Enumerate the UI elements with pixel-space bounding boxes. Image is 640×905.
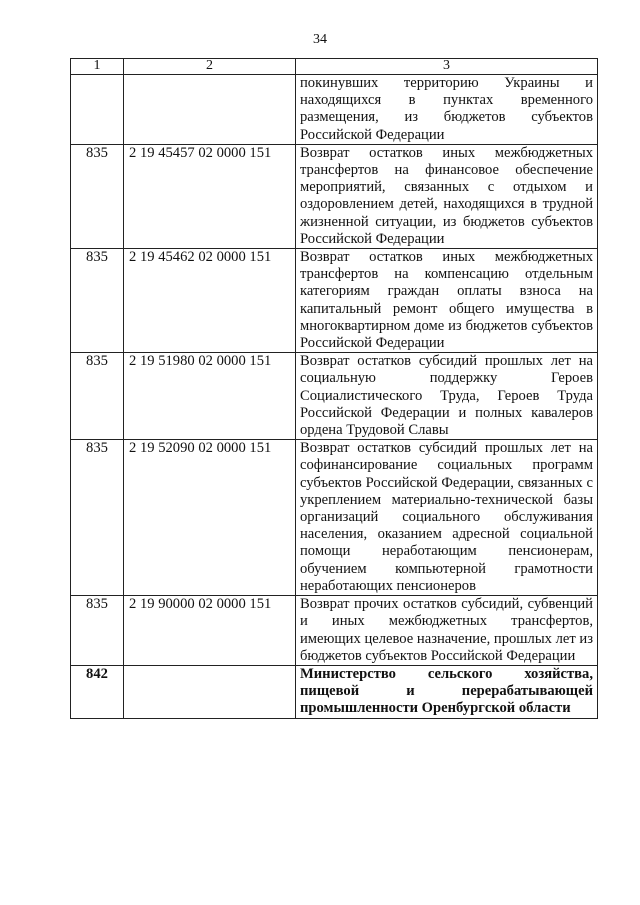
income-description-cell: Возврат остатков субсидий прошлых лет на социальную поддержку Героев Социалистического Труда, Героев Труда Российской Федерации и полных кавалеров ордена Трудовой Славы: [296, 353, 598, 440]
admin-code-cell: 842: [71, 665, 124, 718]
budget-classification-code-cell: 2 19 45462 02 0000 151: [124, 249, 296, 353]
table-header-row: [71, 59, 598, 75]
budget-classification-code-cell: 2 19 51980 02 0000 151: [124, 353, 296, 440]
income-description-cell: Возврат остатков иных межбюджетных трансфертов на финансовое обеспечение мероприятий, связанных с отдыхом и оздоровлением детей, находящихся в трудной жизненной ситуации, из бюджетов субъектов Российской Федерации: [296, 144, 598, 248]
header-col-1: 1: [71, 59, 124, 75]
income-description-cell: Возврат прочих остатков субсидий, субвенций и иных межбюджетных трансфертов, имеющих целевое назначение, прошлых лет из бюджетов субъектов Российской Федерации: [296, 596, 598, 666]
admin-code-cell: 835: [71, 596, 124, 666]
header-col-2: 2: [124, 59, 296, 75]
table-row: [71, 596, 598, 666]
budget-classification-code-cell: 2 19 90000 02 0000 151: [124, 596, 296, 666]
admin-code-cell: 835: [71, 249, 124, 353]
income-description-cell: покинувших территорию Украины и находящихся в пунктах временного размещения, из бюджетов субъектов Российской Федерации: [296, 75, 598, 145]
income-description-cell: Возврат остатков субсидий прошлых лет на софинансирование социальных программ субъектов Российской Федерации, связанных с укреплением материально-технической базы организаций социального обслуживания населения, оказанием адресной социальной помощи неработающим пенсионерам, обучением компьютерной грамотности неработающих пенсионеров: [296, 440, 598, 596]
budget-classification-code-cell: 2 19 52090 02 0000 151: [124, 440, 296, 596]
admin-code-cell: 835: [71, 353, 124, 440]
admin-code-cell: 835: [71, 440, 124, 596]
table-row: [71, 353, 598, 440]
budget-classification-code-cell: [124, 75, 296, 145]
income-description-cell: Министерство сельского хозяйства, пищевой и перерабатывающей промышленности Оренбургской области: [296, 665, 598, 718]
table-row: [71, 665, 598, 718]
header-col-3: 3: [296, 59, 598, 75]
budget-classification-code-cell: [124, 665, 296, 718]
admin-code-cell: [71, 75, 124, 145]
table-row: [71, 249, 598, 353]
income-description-cell: Возврат остатков иных межбюджетных трансфертов на компенсацию отдельным категориям граждан оплаты взноса на капитальный ремонт общего имущества в многоквартирном доме из бюджетов субъектов Российской Федерации: [296, 249, 598, 353]
table-row: [71, 144, 598, 248]
table-row: [71, 440, 598, 596]
page-number: 34: [313, 32, 327, 47]
budget-classification-code-cell: 2 19 45457 02 0000 151: [124, 144, 296, 248]
admin-code-cell: 835: [71, 144, 124, 248]
budget-codes-table: [70, 58, 598, 719]
table-row: [71, 75, 598, 145]
table-body: [71, 75, 598, 719]
